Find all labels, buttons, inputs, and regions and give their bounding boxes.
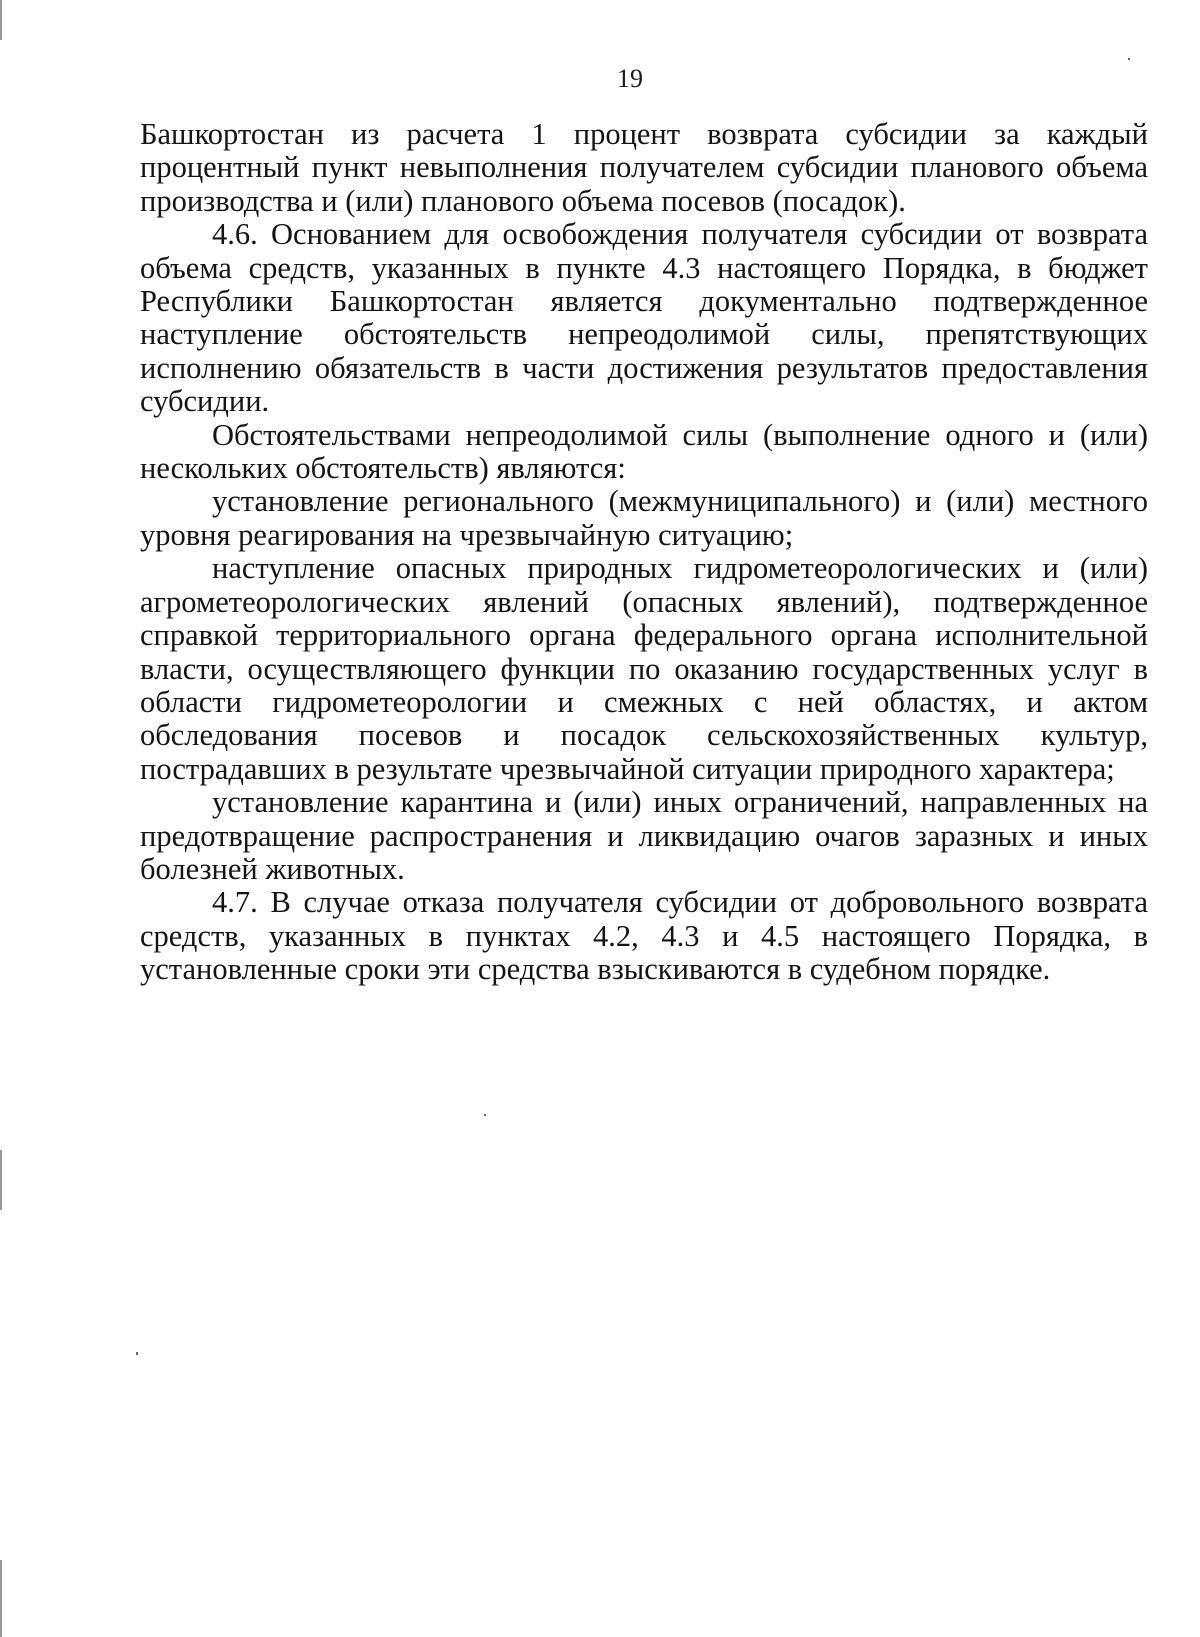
scan-speck — [136, 1352, 138, 1355]
list-item-natural-phenomena: наступление опасных природных гидрометеорологических и (или) агрометеорологических явлений (опасных явлений), подтвержденное справкой территориального органа федерального органа исполнительной власти, осуществляющего функции по оказанию государственных услуг в области гидрометеорологии и смежных с ней областях, и актом обследования посевов и посадок сельскохозяйственных культур, пострадавших в результате чрезвычайной ситуации природного характера; — [140, 551, 1148, 786]
paragraph-continuation: Башкортостан из расчета 1 процент возврата субсидии за каждый процентный пункт невыполнения получателем субсидии планового объема производства и (или) планового объема посевов (посадок). — [140, 117, 1148, 218]
paragraph-clause-4-6: 4.6. Основанием для освобождения получателя субсидии от возврата объема средств, указанных в пункте 4.3 настоящего Порядка, в бюджет Республики Башкортостан является документально подтвержденное наступление обстоятельств непреодолимой силы, препятствующих исполнению обязательств в части достижения результатов предоставления субсидии. — [140, 217, 1148, 419]
paragraph-force-majeure-intro: Обстоятельствами непреодолимой силы (выполнение одного и (или) нескольких обстоятельств) являются: — [140, 417, 1148, 486]
scan-edge-mark — [0, 1560, 2, 1637]
scan-edge-mark — [0, 0, 2, 40]
scan-speck — [484, 1114, 486, 1116]
page-number: 19 — [617, 64, 643, 93]
list-item-emergency-level: установление регионального (межмуниципального) и (или) местного уровня реагирования на чрезвычайную ситуацию; — [140, 484, 1148, 552]
document-body — [140, 118, 1148, 987]
paragraph-clause-4-7: 4.7. В случае отказа получателя субсидии от добровольного возврата средств, указанных в пунктах 4.2, 4.3 и 4.5 настоящего Порядка, в установленные сроки эти средства взыскиваются в судебном порядке. — [140, 885, 1148, 987]
scan-edge-mark — [0, 1150, 2, 1210]
list-item-quarantine: установление карантина и (или) иных ограничений, направленных на предотвращение распространения и ликвидацию очагов заразных и иных болезней животных. — [140, 785, 1148, 886]
scan-speck — [1128, 58, 1130, 60]
